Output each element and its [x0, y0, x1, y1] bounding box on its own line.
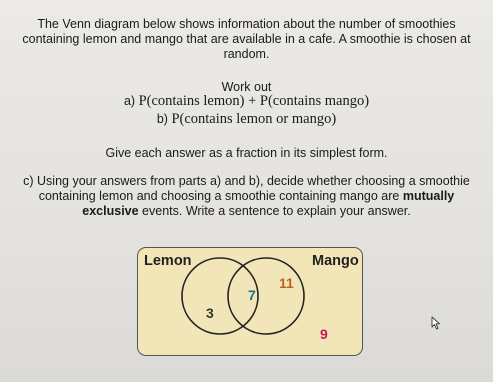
work-out-heading: Work out: [221, 80, 272, 94]
pointer-cursor-icon: [431, 316, 441, 330]
part-c-line-3-text: events. Write a sentence to explain your answer.: [138, 204, 411, 218]
part-c-line-3: [0, 204, 493, 219]
part-c-line-2-text: containing lemon and choosing a smoothie containing mango are: [38, 189, 403, 203]
venn-value-lemon-only: 3: [206, 305, 214, 321]
part-c-bold-mutually: mutually: [402, 189, 455, 203]
part-a-label: a): [123, 94, 136, 108]
part-b: [0, 112, 493, 127]
part-c-bold-exclusive: exclusive: [82, 204, 139, 218]
part-a: [0, 94, 493, 109]
instruction-text: Give each answer as a fraction in its simplest form.: [105, 146, 388, 160]
venn-diagram: [137, 247, 363, 356]
intro-line-1: The Venn diagram below shows information about the number of smoothies: [37, 17, 456, 31]
intro-line-3: random.: [223, 47, 270, 61]
venn-label-lemon: Lemon: [144, 253, 192, 269]
part-b-label: b): [156, 112, 168, 126]
venn-value-mango-only: 11: [279, 275, 294, 291]
lemon-circle: [182, 258, 258, 334]
part-a-expression: P(contains lemon) + P(contains mango): [138, 93, 370, 109]
intro-line-2: containing lemon and mango that are available in a cafe. A smoothie is chosen at: [22, 32, 471, 46]
venn-value-both: 7: [248, 287, 256, 303]
venn-label-mango: Mango: [312, 253, 359, 269]
venn-value-neither: 9: [320, 326, 328, 342]
part-c-line-2: [0, 189, 493, 204]
part-c-line-1: c) Using your answers from parts a) and b), decide whether choosing a smoothie: [23, 174, 470, 188]
mango-circle: [228, 258, 304, 334]
part-b-expression: P(contains lemon or mango): [171, 111, 337, 127]
